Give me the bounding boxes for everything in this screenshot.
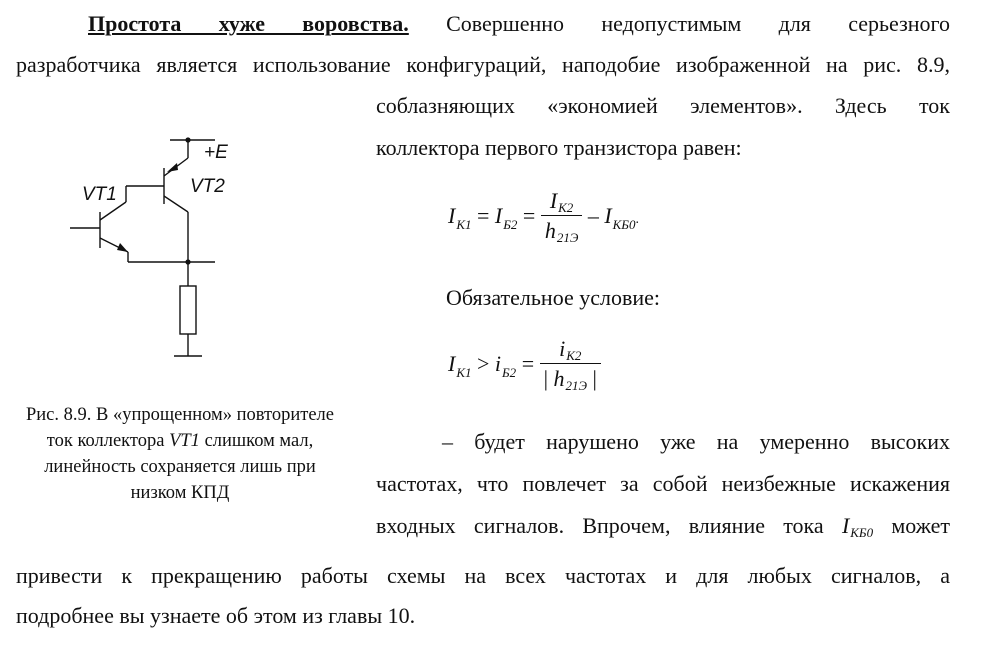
formula2-bar-right: | (592, 366, 597, 391)
formula1-sub-k2: K2 (558, 200, 574, 215)
formula1-I3: I (604, 203, 612, 229)
caption-line2-vt: VT1 (169, 431, 200, 451)
formula2-numerator (540, 336, 601, 364)
paragraph1-line3: соблазняющих «экономией элементов». Здесь ток (376, 93, 950, 118)
formula1-sub-k1: К1 (456, 217, 472, 233)
vt2-collector (164, 196, 188, 212)
formula1-eq2: = (522, 203, 536, 229)
formula1-sub-21e: 21Э (556, 230, 579, 245)
paragraph2-ikb0 (842, 513, 873, 538)
vt2-emitter-arrow (167, 163, 178, 172)
formula-collector-current (448, 190, 639, 246)
formula2-fraction (540, 336, 601, 392)
formula2-eq: = (521, 351, 535, 377)
formula1-I2: I (494, 203, 503, 229)
caption-line1: Рис. 8.9. В «упрощенном» повторителе (25, 405, 335, 425)
formula2-h: h (553, 366, 565, 391)
paragraph1-line4: коллектора первого транзистора равен: (376, 135, 742, 160)
caption-line2-pre: ток коллектора (46, 431, 170, 451)
paragraph2-line3-I: I (841, 513, 850, 538)
label-vt1: VT1 (82, 184, 117, 205)
formula1-num-I: I (549, 188, 558, 213)
label-vt2: VT2 (190, 176, 225, 197)
formula1-numerator (541, 188, 583, 216)
formula2-I: I (448, 351, 456, 377)
formula2-bar-left: | (543, 366, 549, 391)
paragraph2-line5: подробнее вы узнаете об этом из главы 10. (16, 603, 416, 628)
formula1-sub-kb0: КБ0 (612, 217, 636, 233)
paragraph2-line3-post: может (891, 513, 950, 538)
formula1-denominator (541, 216, 583, 244)
formula1-eq1: = (476, 203, 490, 229)
output-node (185, 259, 190, 264)
formula2-num-i: i (559, 336, 566, 361)
paragraph2-line2: частотах, что повлечет за собой неизбежные искажения (376, 471, 950, 496)
paragraph2-line4: привести к прекращению работы схемы на всех частотах и для любых сигналов, а (16, 563, 950, 588)
paragraph1-line1-text: Совершенно недопустимым для серьезного (446, 11, 951, 36)
caption-line4: низком КПД (130, 483, 230, 503)
paragraph2-line3-sub: КБ0 (850, 525, 874, 540)
formula1-sub-b2: Б2 (503, 217, 518, 233)
caption-line2-post: слишком мал, (199, 431, 314, 451)
paragraph2-line1: – будет нарушено уже на умеренно высоких (442, 429, 950, 454)
formula1-h: h (544, 218, 556, 243)
paragraph2-line3-pre: входных сигналов. Впрочем, влияние тока (376, 513, 824, 538)
formula2-gt: > (476, 351, 490, 377)
paragraph1-line1 (88, 10, 950, 38)
section-heading: Простота хуже воровства. (88, 11, 409, 36)
label-supply: +E (204, 142, 228, 163)
formula-condition (448, 338, 601, 394)
supply-node (185, 137, 190, 142)
formula1-I: I (448, 203, 456, 229)
formula2-sub-k2: K2 (566, 348, 582, 363)
formula1-fraction (541, 188, 583, 244)
formula2-sub-b2: Б2 (502, 365, 517, 381)
paragraph1-line2: разработчика является использование конфигураций, наподобие изображенной на рис. 8.9, (16, 52, 950, 77)
formula2-sub-k1: К1 (456, 365, 472, 381)
formula1-minus: – (587, 203, 599, 229)
formula1-dot: . (635, 212, 639, 228)
condition-label: Обязательное условие: (446, 285, 661, 310)
formula2-denominator (540, 364, 601, 392)
formula2-sub-21e: 21Э (565, 378, 588, 393)
caption-line3: линейность сохраняется лишь при (44, 457, 316, 477)
load-resistor (180, 286, 196, 334)
figure-caption (0, 402, 360, 506)
paragraph2-line3 (376, 512, 950, 543)
circuit-diagram (50, 128, 310, 368)
caption-line2 (0, 428, 360, 454)
formula2-i: i (494, 351, 502, 377)
vt1-emitter-arrow (117, 243, 128, 252)
